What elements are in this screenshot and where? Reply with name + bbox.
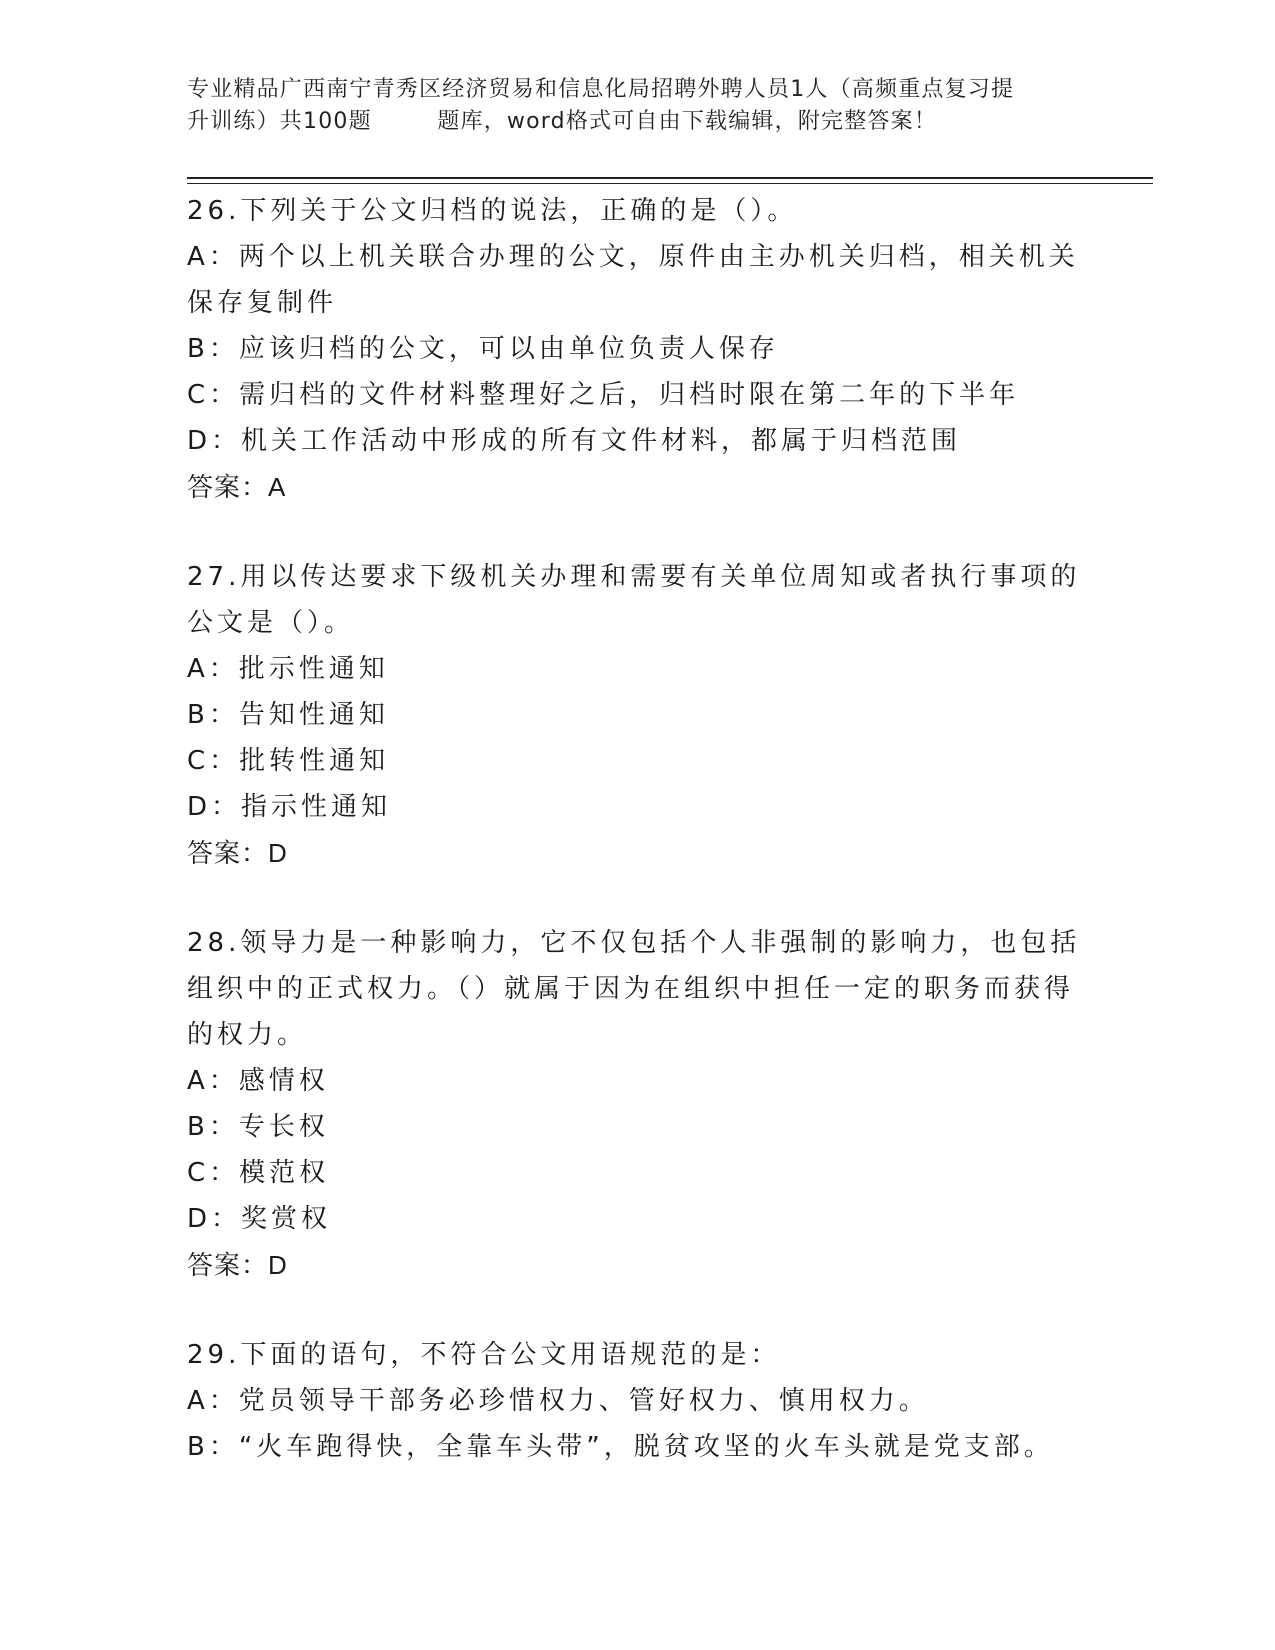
option-c: C：批转性通知 [187, 746, 390, 776]
option-d: D：奖赏权 [187, 1204, 332, 1234]
answer: 答案：D [187, 1250, 288, 1280]
option-b: B：专长权 [187, 1112, 329, 1142]
option-a: A：两个以上机关联合办理的公文，原件由主办机关归档，相关机关保存复制件 [187, 242, 1079, 318]
question-27 [187, 554, 1087, 876]
option-c: C：需归档的文件材料整理好之后，归档时限在第二年的下半年 [187, 380, 1020, 410]
question-stem: 29.下面的语句，不符合公文用语规范的是： [187, 1340, 781, 1370]
question-stem: 27.用以传达要求下级机关办理和需要有关单位周知或者执行事项的公文是（）。 [187, 562, 1081, 638]
question-29 [187, 1332, 1087, 1470]
option-b: B：应该归档的公文，可以由单位负责人保存 [187, 334, 779, 364]
option-d: D：指示性通知 [187, 792, 392, 822]
header-divider-thick [187, 177, 1153, 179]
option-a: A：批示性通知 [187, 654, 389, 684]
question-list [187, 188, 1087, 1514]
option-d: D：机关工作活动中形成的所有文件材料，都属于归档范围 [187, 426, 962, 456]
option-c: C：模范权 [187, 1158, 330, 1188]
question-stem: 28.领导力是一种影响力，它不仅包括个人非强制的影响力，也包括组织中的正式权力。（）就属于因为在组织中担任一定的职务而获得的权力。 [187, 928, 1081, 1050]
answer: 答案：A [187, 472, 287, 502]
question-26 [187, 188, 1087, 510]
option-a: A：党员领导干部务必珍惜权力、管好权力、慎用权力。 [187, 1386, 929, 1416]
option-a: A：感情权 [187, 1066, 329, 1096]
option-b: B：告知性通知 [187, 700, 389, 730]
question-28 [187, 920, 1087, 1288]
header-line-2: 升训练）共100题 题库，word格式可自由下载编辑，附完整答案！ [187, 109, 938, 134]
header-line-1: 专业精品广西南宁青秀区经济贸易和信息化局招聘外聘人员1人（高频重点复习提 [187, 77, 1015, 102]
option-b: B：“火车跑得快，全靠车头带”，脱贫攻坚的火车头就是党支部。 [187, 1432, 1054, 1462]
document-header [187, 74, 1087, 138]
answer: 答案：D [187, 838, 288, 868]
header-divider-thin [187, 183, 1153, 184]
question-stem: 26.下列关于公文归档的说法，正确的是（）。 [187, 196, 798, 226]
